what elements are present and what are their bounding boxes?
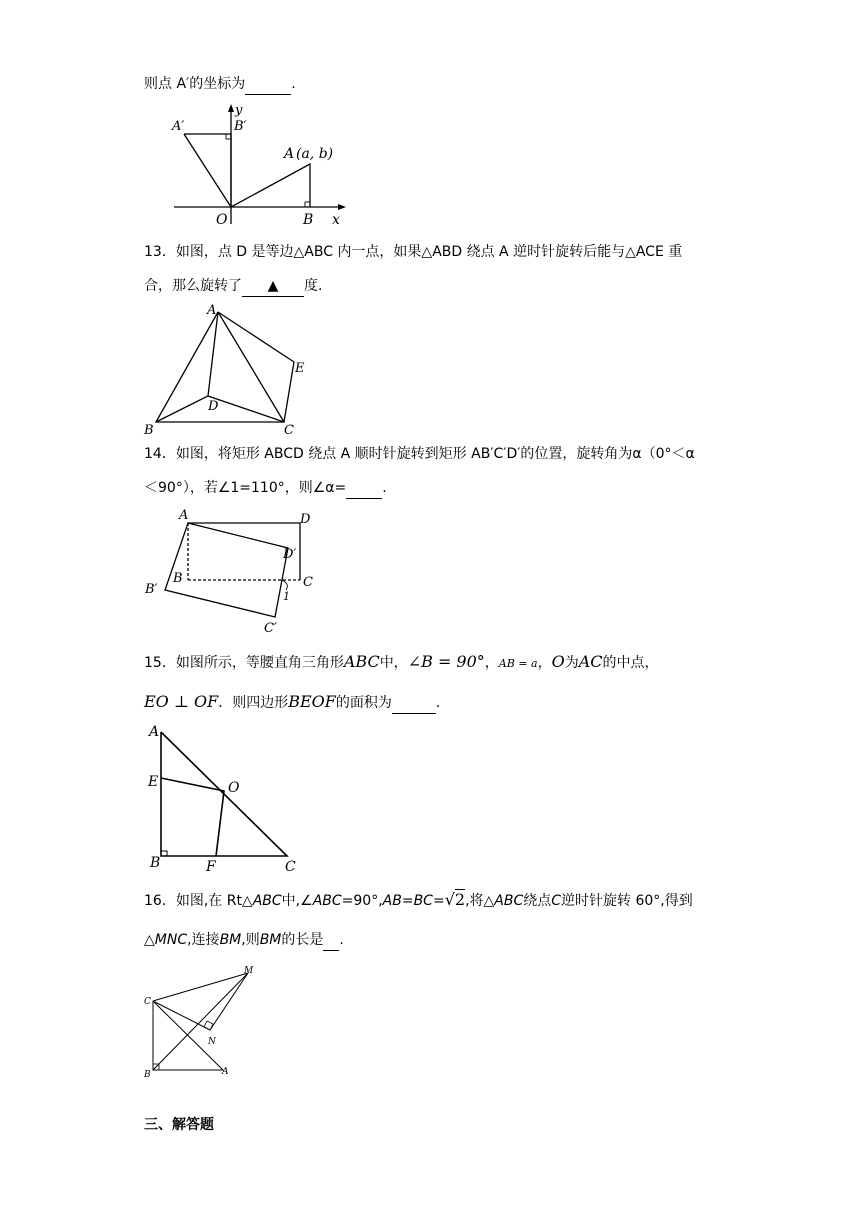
section-heading: 三、解答题 (144, 1117, 214, 1133)
point-a-label: A (179, 508, 189, 523)
point-b-prime-label: B′ (234, 119, 247, 134)
point-m-label: M (244, 966, 254, 976)
answer-blank (392, 693, 436, 714)
q15-figure (142, 720, 312, 880)
answer-blank (346, 478, 382, 499)
point-o-label: O (228, 780, 240, 796)
point-a-label: A (207, 303, 217, 318)
point-b-label: B (144, 423, 154, 438)
point-a-prime-label: A′ (172, 119, 185, 134)
point-b-label: B (150, 855, 161, 871)
q14-figure (140, 506, 330, 636)
point-c-label: C (303, 575, 313, 590)
point-e-label: E (148, 774, 159, 790)
point-a-coords: (a, b) (296, 146, 334, 162)
point-c-label: C (284, 423, 294, 438)
point-a-label: A (222, 1067, 229, 1077)
point-b-label: B (173, 571, 183, 586)
point-d-label: D (208, 399, 219, 414)
q13-line-1: 13．如图，点 D 是等边△ABC 内一点，如果△ABD 绕点 A 逆时针旋转后能与△ACE 重 (144, 244, 683, 260)
q16-line-1: 16．如图,在 Rt△ABC中,∠ABC=90°,AB=BC=√2,将△ABC绕点C逆时针旋转 60°,得到 (144, 890, 693, 909)
triangle-mark-icon: ▲ (267, 278, 279, 294)
q13-figure (142, 303, 322, 438)
answer-blank (245, 74, 291, 95)
point-b-prime-label: B′ (145, 582, 158, 597)
point-a-label: A (149, 724, 160, 740)
q12-figure (168, 100, 358, 230)
q15-line-2: EO ⊥ OF．则四边形BEOF的面积为 . (144, 692, 440, 714)
answer-blank (242, 276, 304, 297)
q15-line-1: 15．如图所示，等腰直角三角形ABC中，∠B = 90°，AB = a，O为AC的中点， (144, 652, 659, 671)
answer-blank (323, 930, 339, 951)
y-axis-label: y (235, 103, 243, 118)
q14-line-2: ＜90°），若∠1=110°，则∠α= . (144, 478, 387, 499)
point-n-label: N (208, 1037, 216, 1047)
point-f-label: F (206, 859, 216, 875)
point-b-label: B (303, 212, 314, 228)
origin-label: O (216, 212, 228, 228)
sqrt-radicand: 2 (454, 890, 466, 909)
point-c-label: C (144, 997, 151, 1007)
q12-answer-line: 则点 A′的坐标为 . (144, 74, 296, 95)
q12-text: 则点 A′的坐标为 (144, 76, 246, 92)
sqrt-sign: √ (444, 890, 455, 909)
angle-1-label: 1 (283, 590, 290, 603)
point-c-label: C (285, 859, 296, 875)
point-a-label: A (284, 146, 295, 162)
q13-line-2: 合，那么旋转了 ▲ 度. (144, 276, 322, 297)
q16-figure (140, 964, 270, 1084)
q16-line-2: △MNC,连接BM,则BM的长是 . (144, 930, 344, 951)
point-b-label: B (144, 1070, 151, 1080)
point-c-prime-label: C′ (264, 621, 277, 636)
point-d-label: D (300, 512, 311, 527)
x-axis-label: x (332, 212, 340, 228)
q14-line-1: 14．如图，将矩形 ABCD 绕点 A 顺时针旋转到矩形 AB′C′D′的位置，旋转角为α（0°＜α (144, 446, 695, 462)
point-e-label: E (295, 361, 305, 376)
point-d-prime-label: D′ (283, 547, 297, 562)
